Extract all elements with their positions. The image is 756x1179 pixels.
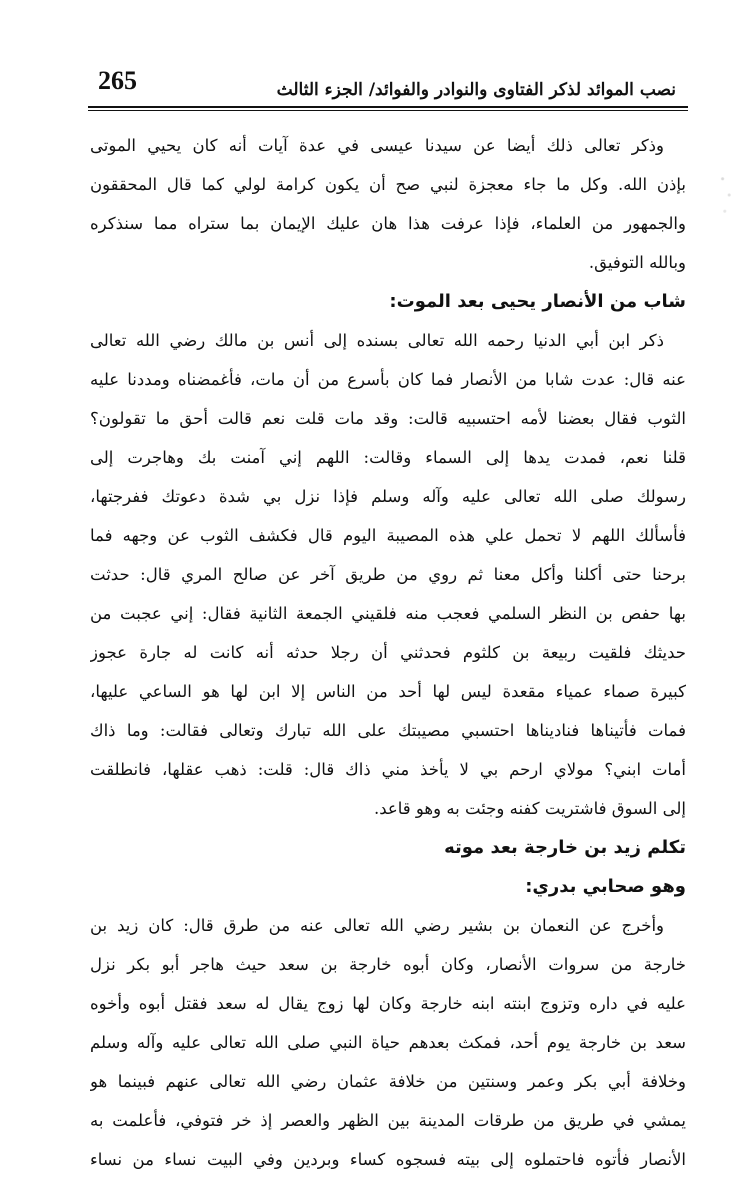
section-heading: تكلم زيد بن خارجة بعد موته xyxy=(444,837,686,858)
paragraph-line: أمات ابني؟ مولاي ارحم بي لا يأخذ مني ذاك قال: قلت: ذهب عقلها، فانطلقت xyxy=(90,760,686,779)
paragraph-line: فمات فأتيناها فناديناها احتسبي مصيبتك على الله تبارك وتعالى فقالت: وما ذاك xyxy=(90,721,686,740)
paragraph-line: يمشي في طريق من طرقات المدينة بين الظهر والعصر إذ خر فتوفي، فأعلمت به xyxy=(90,1111,686,1130)
paragraph-line: وأخرج عن النعمان بن بشير رضي الله تعالى عنه من طرق قال: كان زيد بن xyxy=(90,916,664,935)
paragraph-line: عليه في داره وتزوج ابنته ابنه خارجة وكان لها زوج يقال له سعد فقتل أبوه وأخوه xyxy=(90,994,686,1013)
header-rule xyxy=(88,106,688,108)
paragraph-line: فأسألك اللهم لا تحمل علي هذه المصيبة اليوم قال فكشف الثوب عن وجهه فما xyxy=(90,526,686,545)
paragraph-line: ذكر ابن أبي الدنيا رحمه الله تعالى بسنده إلى أنس بن مالك رضي الله تعالى xyxy=(90,331,664,350)
paragraph-line: برحنا حتى أكلنا وأكل معنا ثم روي من طريق آخر عن صالح المري قال: حدثت xyxy=(90,565,686,584)
paragraph-line: الأنصار فأتوه فاحتملوه إلى بيته فسجوه كساء وبردين وفي البيت نساء من نساء xyxy=(90,1150,686,1169)
paragraph-line: رسولك صلى الله تعالى عليه وآله وسلم فإذا نزل بي شدة دعوتك ففرجتها، xyxy=(90,487,686,506)
paragraph-line: خارجة من سروات الأنصار، وكان أبوه خارجة بن سعد حيث هاجر أبو بكر نزل xyxy=(90,955,686,974)
paragraph-line: حديثك فلقيت ربيعة بن كلثوم فحدثني أن رجلا حدثه أنه كانت له جارة عجوز xyxy=(90,643,686,662)
paragraph-line: وبالله التوفيق. xyxy=(588,253,686,272)
paragraph-line: بإذن الله. وكل ما جاء معجزة لنبي صح أن يكون كرامة لولي كما قال المحققون xyxy=(90,175,686,194)
scan-speck xyxy=(716,168,738,222)
paragraph-line: قلنا نعم، فمدت يدها إلى السماء وقالت: اللهم إني آمنت بك وهاجرت إلى xyxy=(90,448,686,467)
running-header-title: نصب الموائد لذكر الفتاوى والنوادر والفوائد/ الجزء الثالث xyxy=(276,80,676,100)
paragraph-line: إلى السوق فاشتريت كفنه وجئت به وهو قاعد. xyxy=(373,799,686,818)
section-subheading: وهو صحابي بدري: xyxy=(525,876,686,897)
paragraph-line: سعد بن خارجة يوم أحد، فمكث بعدهم حياة النبي صلى الله تعالى عليه وآله وسلم xyxy=(90,1033,686,1052)
body-text xyxy=(90,126,686,1179)
paragraph-line: والجمهور من العلماء، فإذا عرفت هذا هان عليك الإيمان بما ستراه مما سنذكره xyxy=(90,214,686,233)
paragraph-line: كبيرة صماء عمياء مقعدة ليس لها أحد من الناس إلا ابن لها هو الساعي عليها، xyxy=(90,682,686,701)
paragraph-line: وذكر تعالى ذلك أيضا عن سيدنا عيسى في عدة آيات أنه كان يحيي الموتى xyxy=(90,136,664,155)
paragraph-line: وخلافة أبي بكر وعمر وسنتين من خلافة عثمان رضي الله تعالى عنهم فبينما هو xyxy=(90,1072,686,1091)
section-heading: شاب من الأنصار يحيى بعد الموت: xyxy=(389,291,686,312)
header-rule-thin xyxy=(88,110,688,111)
page-number: 265 xyxy=(98,66,137,95)
paragraph-line: عنه قال: عدت شابا من الأنصار فما كان بأسرع من أن مات، فأغمضناه ومددنا عليه xyxy=(90,370,686,389)
paragraph-line: الثوب فقال بعضنا لأمه احتسبيه قالت: وقد مات قلت نعم قالت أحق ما تقولون؟ xyxy=(90,409,686,428)
paragraph-line: بها حفص بن النظر السلمي فعجب منه فلقيني الجمعة الثانية فقال: إني عجبت من xyxy=(90,604,686,623)
